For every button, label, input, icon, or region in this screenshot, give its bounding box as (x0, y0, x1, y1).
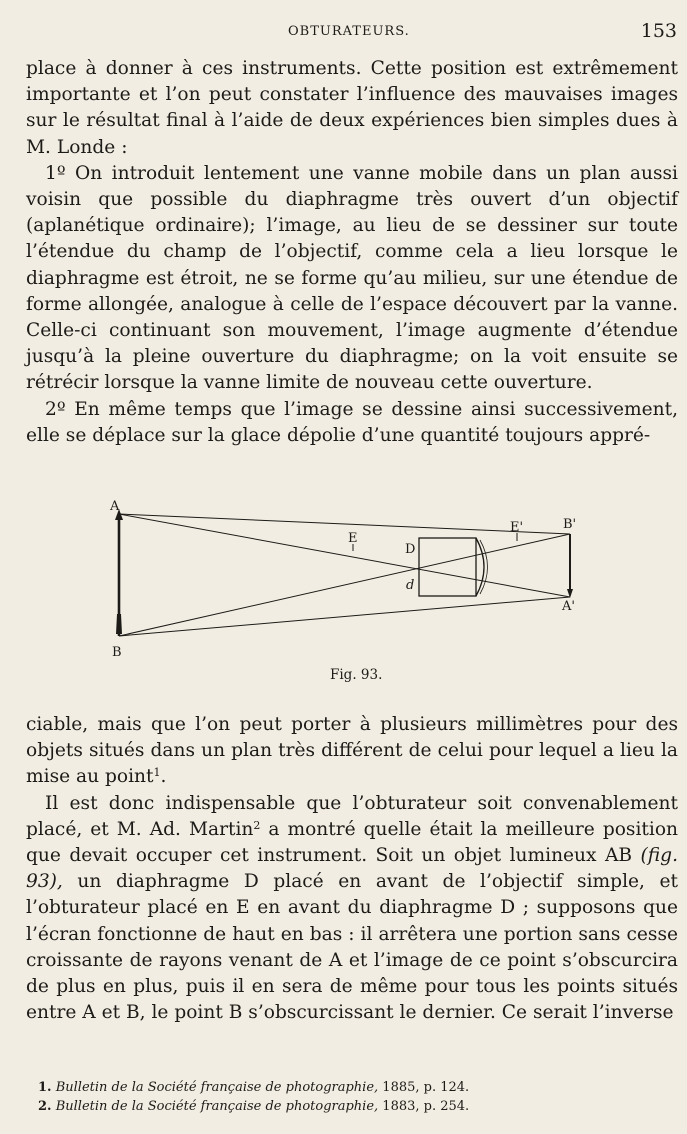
label-e: E (348, 531, 358, 546)
footnote-title: Bulletin de la Société française de photographie, (55, 1099, 379, 1114)
footnotes (38, 1078, 668, 1116)
label-a-prime: A' (562, 599, 575, 614)
footnote-detail: 1883, p. 254. (378, 1099, 470, 1114)
lens-barrel (419, 538, 476, 596)
lens-surface (476, 538, 484, 596)
label-e-prime: E' (510, 520, 524, 535)
paragraph-text: ciable, mais que l’on peut porter à plusieurs millimètres pour des objets situés dans un plan très différent de celui pour lequel a lieu la mise au point (26, 714, 678, 788)
paragraph (26, 791, 678, 1027)
object-base (116, 614, 122, 634)
label-a: A (110, 499, 120, 514)
paragraph: 2º En même temps que l’image se dessine ainsi successivement, elle se déplace sur la glace dépolie d’une quantité toujours appré- (26, 398, 678, 446)
page-number: 153 (640, 20, 677, 42)
text-block-top (26, 56, 678, 449)
footnote-ref: 1 (153, 766, 161, 780)
footnote-title: Bulletin de la Société française de photographie, (55, 1080, 379, 1095)
paragraph-end: . (160, 766, 167, 788)
figure-93 (100, 494, 600, 664)
paragraph: place à donner à ces instruments. Cette position est extrêmement importante et l’on peut constater l’influence des mauvaises images sur le résultat final à l’aide de deux expériences bien simples dues à M. Londe : (26, 58, 678, 158)
figure-reference: (fig. 93), (26, 845, 678, 893)
paragraph-text: Il est donc indispensable que l’obturateur soit convenablement placé, et M. Ad. Martin (26, 792, 678, 840)
footnote-ref: 2 (253, 818, 261, 832)
footnote-number: 1. (38, 1080, 52, 1095)
paragraph-text: un diaphragme D placé en avant de l’objectif simple, et l’obturateur placé en E en avant du diaphragme D ; supposons que l’écran fonctionne de haut en bas : il arrêtera une portion sans cesse croissante de rayons venant de A et l’image de ce point s’obscurcira de plus en plus, puis il en sera de même pour tous les points situés entre A et B, le point B s’obscurcissant le dernier. Ce serait l’inverse (26, 871, 678, 1024)
paragraph-continued (26, 712, 678, 791)
footnote-number: 2. (38, 1099, 52, 1114)
paragraph-text: a montré quelle était la meilleure position que devait occuper cet instrument. Soit un objet lumineux AB (26, 818, 678, 867)
footnote (38, 1097, 668, 1116)
footnote-detail: 1885, p. 124. (378, 1080, 470, 1095)
ray (119, 514, 570, 534)
label-b-prime: B' (563, 517, 577, 532)
running-title: OBTURATEURS. (288, 24, 410, 39)
text-block-bottom (26, 712, 678, 1026)
optics-diagram (100, 494, 600, 664)
label-b: B (112, 645, 122, 660)
label-d-lower: d (406, 578, 415, 593)
ray (119, 597, 570, 636)
footnote (38, 1078, 668, 1097)
running-head (0, 20, 687, 44)
label-d: D (405, 542, 416, 557)
figure-caption: Fig. 93. (330, 667, 383, 683)
paragraph: 1º On introduit lentement une vanne mobile dans un plan aussi voisin que possible du diaphragme très ouvert d’un objectif (aplanétique ordinaire); l’image, au lieu de se dessiner sur toute l’étendue du champ de l’objectif, comme cela a lieu lorsque le diaphragme est étroit, ne se forme qu’au milieu, sur une étendue de forme allongée, analogue à celle de l’espace découvert par la vanne. Celle-ci continuant son mouvement, l’image augmente d’étendue jusqu’à la pleine ouverture du diaphragme; on la voit ensuite se rétrécir lorsque la vanne limite de nouveau cette ouverture. (26, 162, 678, 394)
